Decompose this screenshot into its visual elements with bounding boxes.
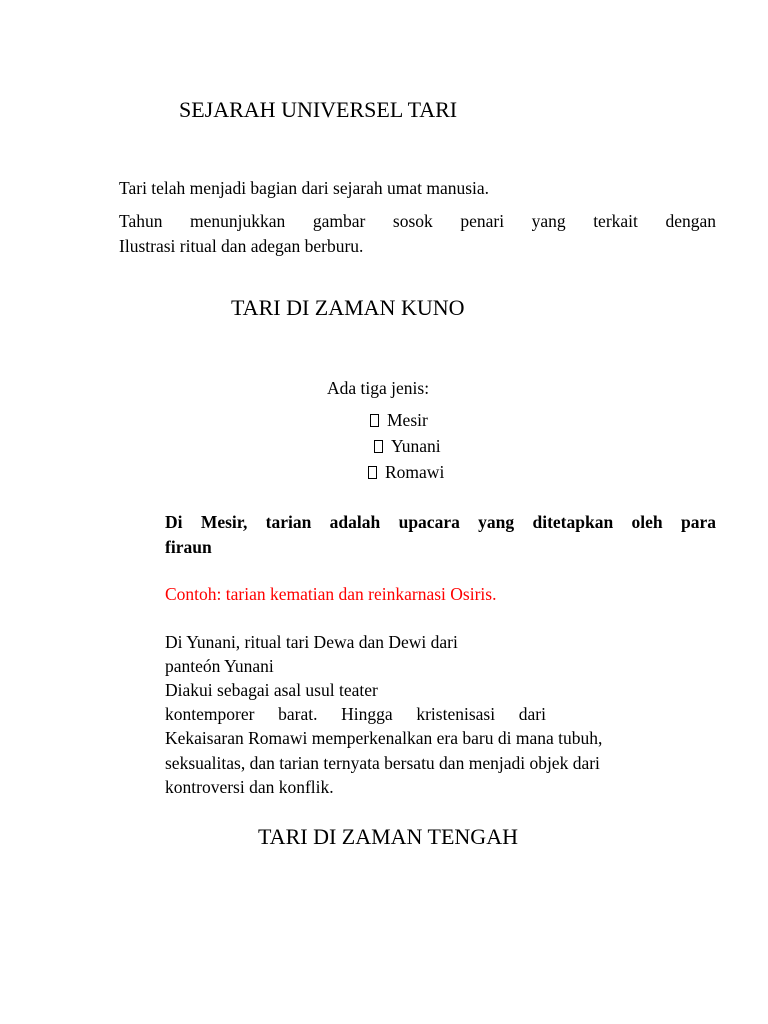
egypt-line-2: firaun: [165, 537, 212, 557]
list-item: [368, 459, 444, 485]
greece-line: Kekaisaran Romawi memperkenalkan era baru di mana tubuh,: [165, 728, 603, 748]
greece-line: Diakui sebagai asal usul teater: [165, 680, 378, 700]
greece-line: kontemporer barat. Hingga kristenisasi dari: [165, 704, 546, 724]
intro-line-3: Ilustrasi ritual dan adegan berburu.: [119, 236, 364, 256]
box-bullet-icon: [374, 440, 383, 453]
greece-line: panteón Yunani: [165, 656, 274, 676]
intro-line-2: Tahun menunjukkan gambar sosok penari yang terkait dengan: [119, 211, 716, 231]
greece-line: kontroversi dan konflik.: [165, 777, 334, 797]
greece-line: seksualitas, dan tarian ternyata bersatu dan menjadi objek dari: [165, 753, 600, 773]
box-bullet-icon: [370, 414, 379, 427]
list-item-label: Mesir: [387, 410, 428, 430]
types-label: Ada tiga jenis:: [327, 378, 430, 398]
section-title-ancient: TARI DI ZAMAN KUNO: [231, 295, 465, 320]
greece-line: Di Yunani, ritual tari Dewa dan Dewi dari: [165, 632, 458, 652]
intro-line-1: Tari telah menjadi bagian dari sejarah umat manusia.: [119, 178, 490, 198]
egypt-example: Contoh: tarian kematian dan reinkarnasi Osiris.: [165, 584, 497, 604]
section-title-middle-ages: TARI DI ZAMAN TENGAH: [258, 824, 518, 849]
list-item-label: Yunani: [391, 436, 441, 456]
list-item: [374, 433, 441, 459]
list-item: [370, 407, 428, 433]
page-title: SEJARAH UNIVERSEL TARI: [179, 97, 458, 122]
box-bullet-icon: [368, 466, 377, 479]
list-item-label: Romawi: [385, 462, 445, 482]
egypt-line-1: Di Mesir, tarian adalah upacara yang ditetapkan oleh para: [165, 512, 716, 532]
